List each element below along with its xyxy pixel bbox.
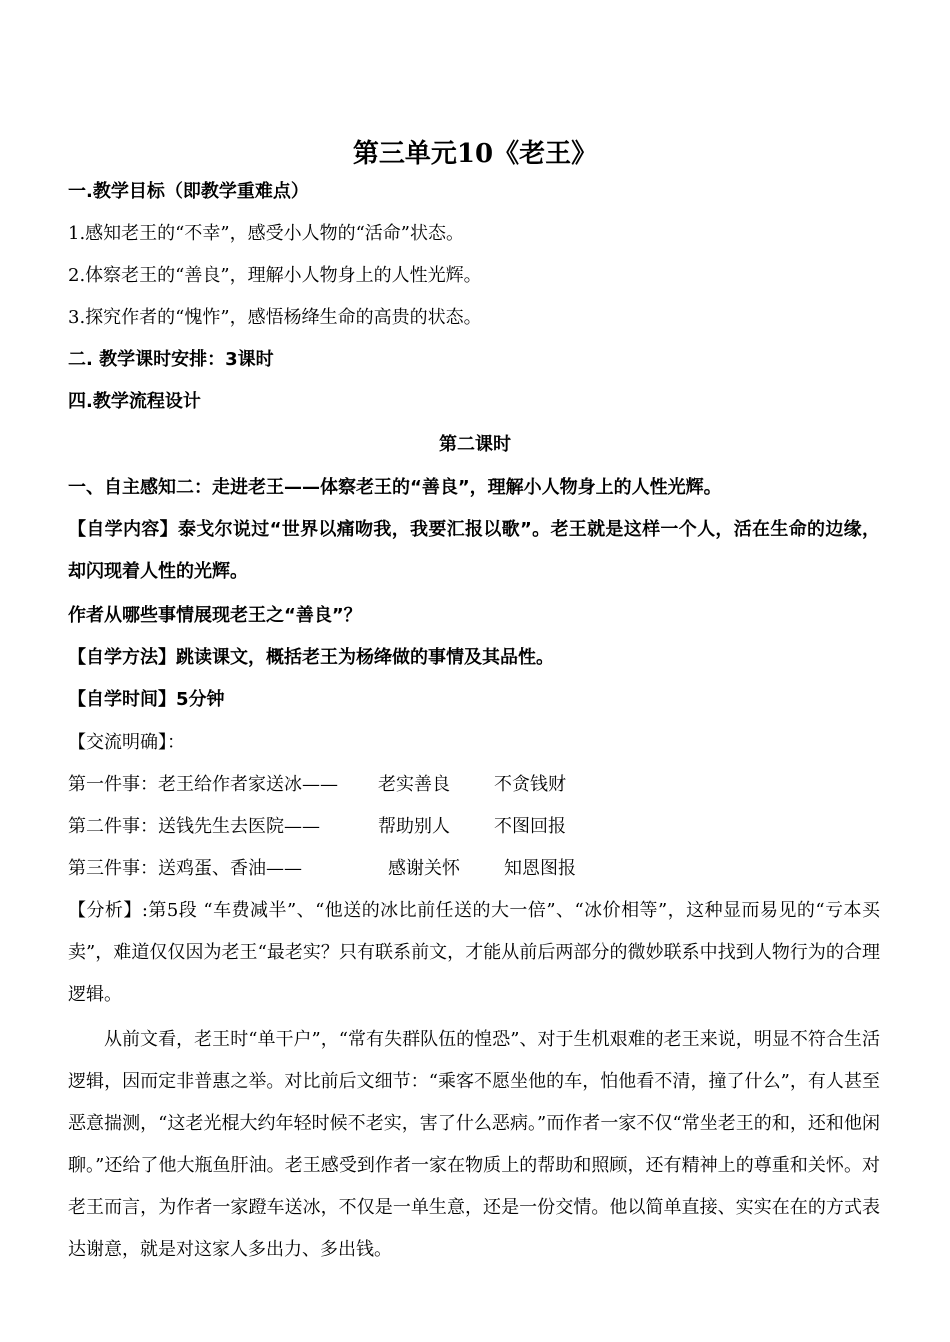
exchange-label: 【交流明确】： — [68, 732, 185, 753]
event-trait: 不贪钱财 — [494, 774, 566, 795]
section-heading-hours: 二. 教学课时安排：3课时 — [68, 349, 274, 370]
lesson-title: 第二课时 — [439, 434, 511, 455]
event-text: 第一件事：老王给作者家送冰—— — [68, 774, 338, 795]
event-trait: 知恩图报 — [504, 858, 576, 879]
event-trait: 感谢关怀 — [388, 858, 460, 879]
event-text: 第三件事：送鸡蛋、香油—— — [68, 858, 302, 879]
question-line: 作者从哪些事情展现老王之“善良”？ — [68, 605, 362, 626]
event-trait: 帮助别人 — [378, 816, 450, 837]
study-time: 【自学时间】5分钟 — [68, 689, 225, 710]
event-trait: 不图回报 — [494, 816, 566, 837]
section-heading-goals: 一.教学目标（即教学重难点） — [68, 181, 309, 202]
goal-item-2: 2.体察老王的“善良”，理解小人物身上的人性光辉。 — [68, 265, 482, 286]
event-text: 第二件事：送钱先生去医院—— — [68, 816, 320, 837]
document-title: 第三单元10《老王》 — [352, 139, 598, 169]
analysis-detail-paragraph: 从前文看，老王时“单干户”，“常有失群队伍的惶恐”、对于生机艰难的老王来说，明显不符合生活逻辑，因而定非普惠之举。对比前后文细节：“乘客不愿坐他的车，怕他看不清，撞了什么”，有人甚至恶意揣测，“这老光棍大约年轻时候不老实，害了什么恶病。”而作者一家不仅“常坐老王的和，还和他闲聊。”还给了他大瓶鱼肝油。老王感受到作者一家在物质上的帮助和照顾，还有精神上的尊重和关怀。对老王而言，为作者一家蹬车送冰，不仅是一单生意，还是一份交情。他以简单直接、实实在在的方式表达谢意，就是对这家人多出力、多出钱。 — [68, 1029, 880, 1260]
part-heading: 一、自主感知二：走进老王——体察老王的“善良”，理解小人物身上的人性光辉。 — [68, 477, 722, 498]
analysis-paragraph: 【分析】:第5段 “车费减半”、“他送的冰比前任送的大一倍”、“冰价相等”，这种显而易见的“亏本买卖”，难道仅仅因为老王“最老实？只有联系前文，才能从前后两部分的微妙联系中找到人物行为的合理逻辑。 — [68, 900, 880, 1005]
section-heading-process: 四.教学流程设计 — [68, 391, 201, 412]
goal-item-3: 3.探究作者的“愧怍”，感悟杨绛生命的高贵的状态。 — [68, 307, 482, 328]
study-method: 【自学方法】跳读课文，概括老王为杨绛做的事情及其品性。 — [68, 647, 554, 668]
goal-item-1: 1.感知老王的“不幸”，感受小人物的“活命”状态。 — [68, 223, 464, 244]
event-trait: 老实善良 — [378, 774, 450, 795]
study-content-paragraph: 【自学内容】泰戈尔说过“世界以痛吻我，我要汇报以歌”。老王就是这样一个人，活在生命的边缘，却闪现着人性的光辉。 — [68, 519, 880, 582]
